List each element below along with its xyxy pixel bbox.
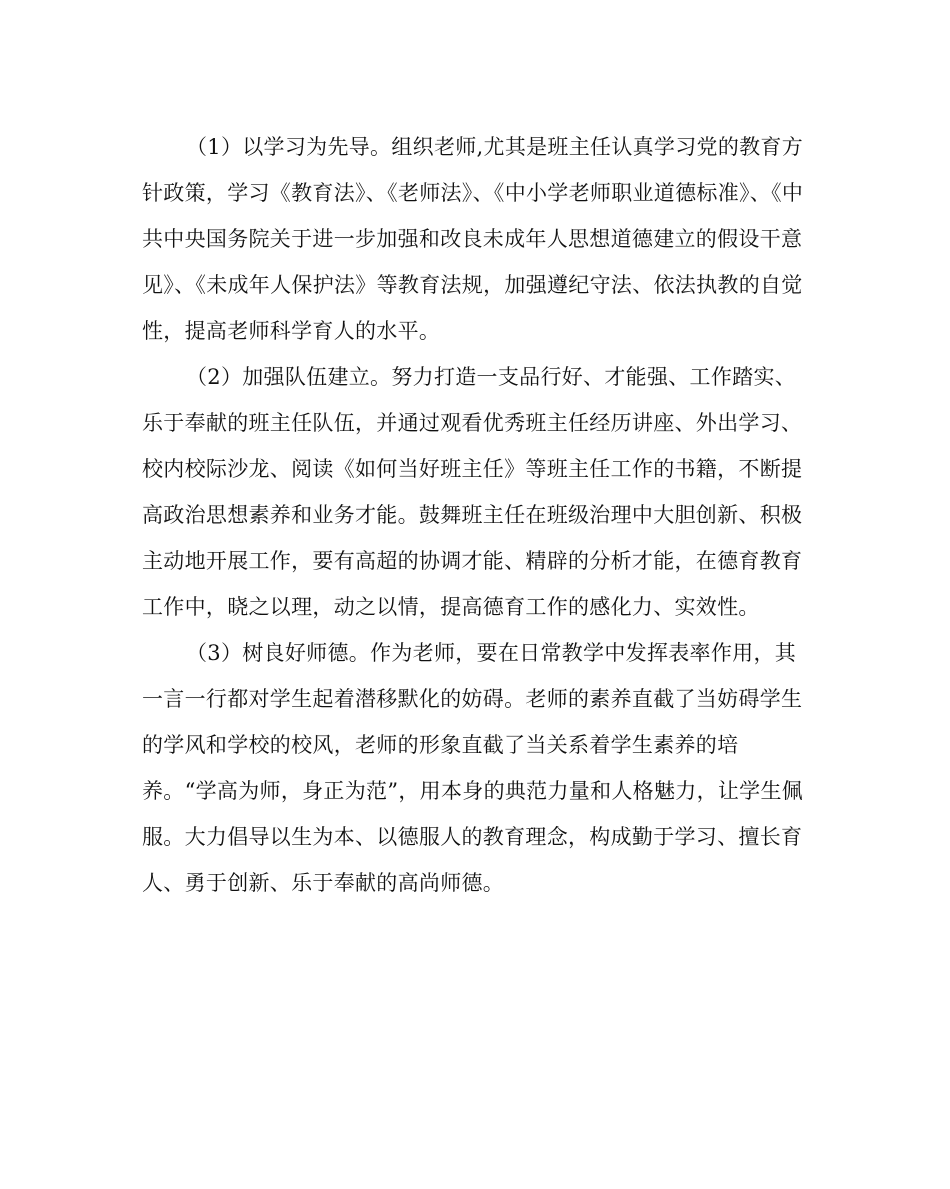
document-body bbox=[142, 124, 807, 906]
paragraph-1: （1）以学习为先导。组织老师,尤其是班主任认真学习党的教育方针政策，学习《教育法》、《老师法》、《中小学老师职业道德标准》、《中共中央国务院关于进一步加强和改良未成年人思想道德建立的假设干意见》、《未成年人保护法》等教育法规，加强遵纪守法、依法执教的自觉性，提高老师科学育人的水平。 bbox=[142, 135, 804, 343]
paragraph-3: （3）树良好师德。作为老师，要在日常教学中发挥表率作用，其一言一行都对学生起着潜移默化的妨碍。老师的素养直截了当妨碍学生的学风和学校的校风，老师的形象直截了当关系着学生素养的培养。“学高为师，身正为范”，用本身的典范力量和人格魅力，让学生佩服。大力倡导以生为本、以德服人的教育理念，构成勤于学习、擅长育人、勇于创新、乐于奉献的高尚师德。 bbox=[142, 641, 804, 895]
paragraph-2: （2）加强队伍建立。努力打造一支品行好、才能强、工作踏实、乐于奉献的班主任队伍，并通过观看优秀班主任经历讲座、外出学习、校内校际沙龙、阅读《如何当好班主任》等班主任工作的书籍，不断提高政治思想素养和业务才能。鼓舞班主任在班级治理中大胆创新、积极主动地开展工作，要有高超的协调才能、精辟的分析才能，在德育教育工作中，晓之以理，动之以情，提高德育工作的感化力、实效性。 bbox=[142, 365, 803, 619]
